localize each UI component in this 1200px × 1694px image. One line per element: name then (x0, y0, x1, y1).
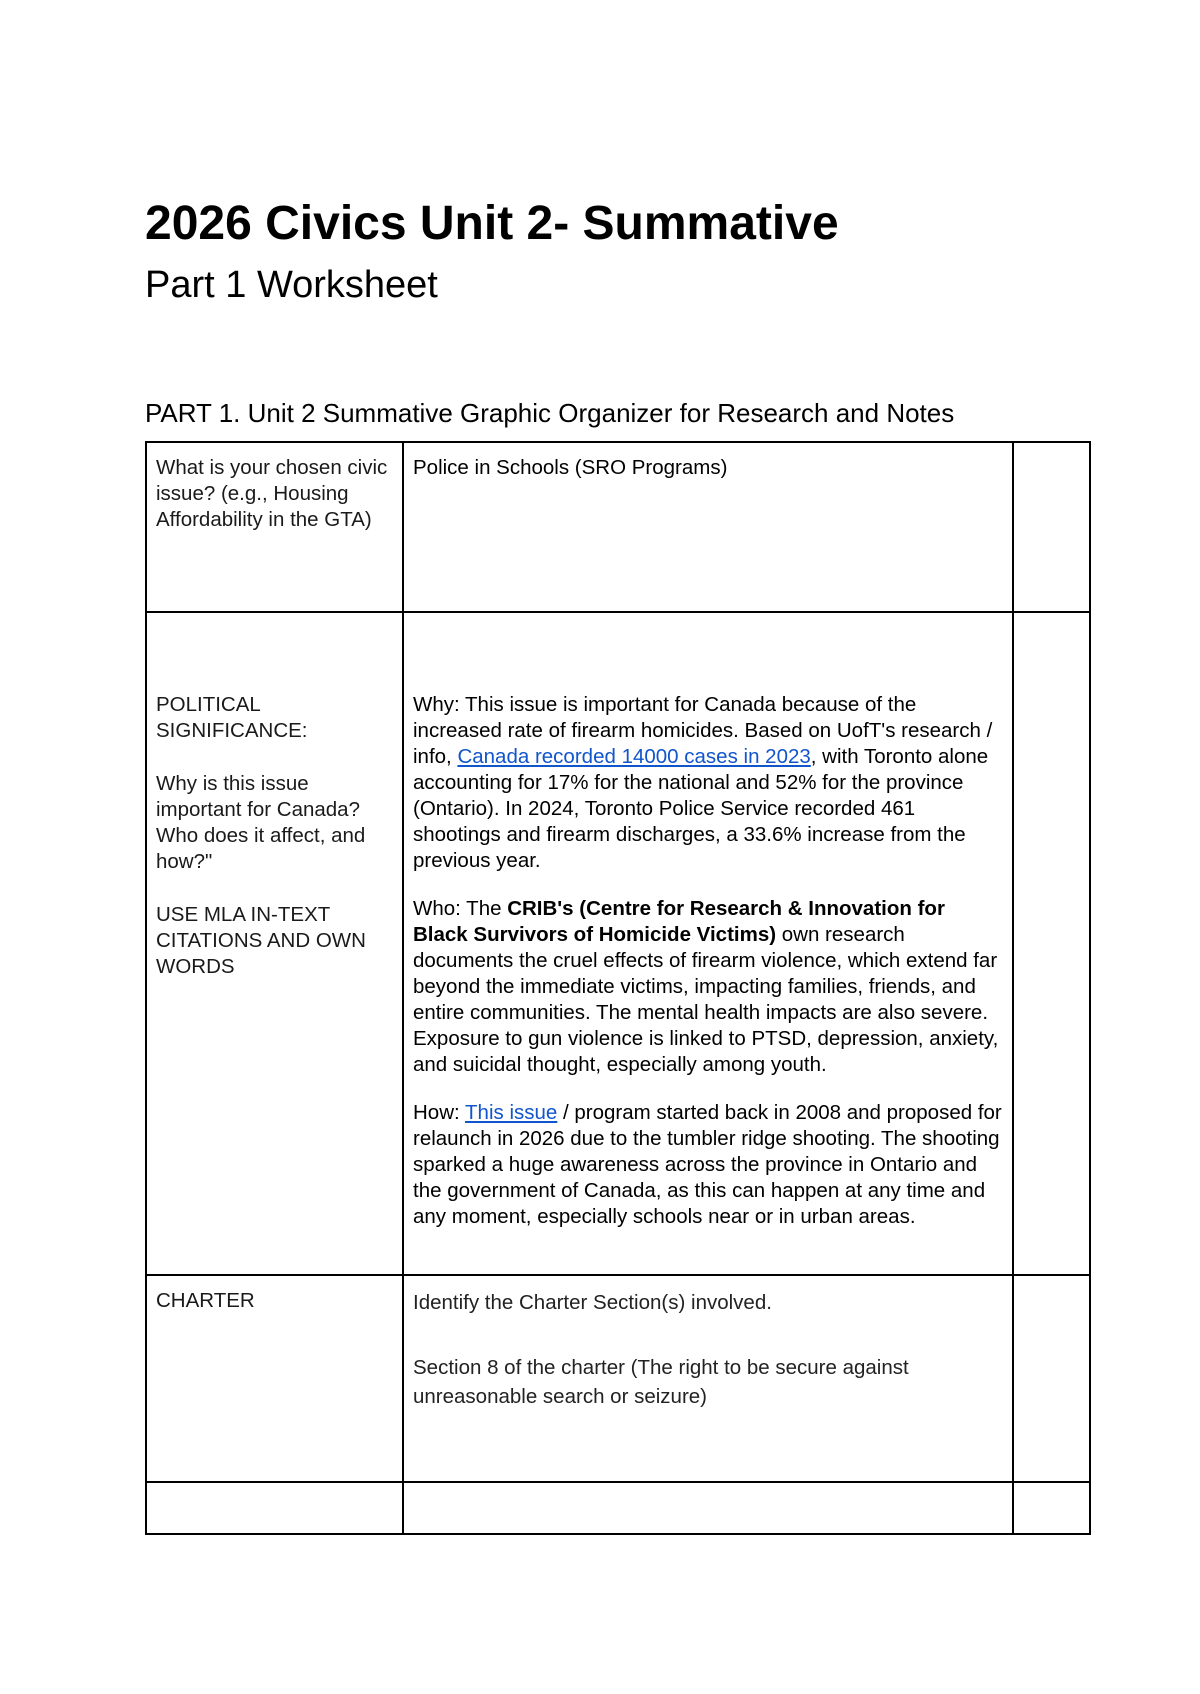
why-paragraph: Why: This issue is important for Canada because of the increased rate of firearm homicides. Based on UofT's research / info, Canada recorded 14000 cases in 2023, with Toronto alone accounting for 17% for the national and 52% for the province (Ontario). In 2024, Toronto Police Service recorded 461 shootings and firearm discharges, a 33.6% increase from the previous year. (413, 693, 993, 872)
this-issue-link[interactable]: This issue (465, 1101, 558, 1124)
cell-issue-content[interactable] (403, 442, 1013, 612)
charter-prompt: Identify the Charter Section(s) involved. (413, 1291, 772, 1314)
cell-political-label[interactable] (146, 612, 403, 1275)
cell-empty-extra[interactable] (1013, 1482, 1090, 1534)
table-row-political-significance (146, 612, 1090, 1275)
table-row-empty (146, 1482, 1090, 1534)
charter-label: CHARTER (156, 1289, 255, 1312)
mla-citation-instruction: USE MLA IN-TEXT CITATIONS AND OWN WORDS (156, 903, 366, 978)
table-row-civic-issue (146, 442, 1090, 612)
table-row-charter (146, 1275, 1090, 1482)
political-significance-heading: POLITICAL SIGNIFICANCE: (156, 693, 308, 742)
issue-question-label: What is your chosen civic issue? (e.g., Housing Affordability in the GTA) (156, 456, 388, 531)
cell-charter-content[interactable] (403, 1275, 1013, 1482)
issue-answer: Police in Schools (SRO Programs) (413, 456, 728, 479)
cell-issue-extra[interactable] (1013, 442, 1090, 612)
cell-empty-label[interactable] (146, 1482, 403, 1534)
document-subtitle: Part 1 Worksheet (145, 264, 438, 306)
cell-charter-label[interactable] (146, 1275, 403, 1482)
cell-charter-extra[interactable] (1013, 1275, 1090, 1482)
crib-organization-name: CRIB's (Centre for Research & Innovation for Black Survivors of Homicide Victims) (413, 897, 945, 946)
political-significance-question: Why is this issue important for Canada? Who does it affect, and how?" (156, 772, 366, 873)
cell-empty-content[interactable] (403, 1482, 1013, 1534)
document-title: 2026 Civics Unit 2- Summative (145, 197, 839, 250)
cell-issue-label[interactable] (146, 442, 403, 612)
part-heading: PART 1. Unit 2 Summative Graphic Organizer for Research and Notes (145, 398, 955, 428)
charter-answer: Section 8 of the charter (The right to be secure against unreasonable search or seizure) (413, 1356, 909, 1408)
canada-cases-link[interactable]: Canada recorded 14000 cases in 2023 (457, 745, 811, 768)
cell-political-content[interactable] (403, 612, 1013, 1275)
cell-political-extra[interactable] (1013, 612, 1090, 1275)
who-paragraph: Who: The CRIB's (Centre for Research & Innovation for Black Survivors of Homicide Victims) own research documents the cruel effects of firearm violence, which extend far beyond the immediate victims, impacting families, friends, and entire communities. The mental health impacts are also severe. Exposure to gun violence is linked to PTSD, depression, anxiety, and suicidal thought, especially among youth. (413, 897, 999, 1076)
how-paragraph: How: This issue / program started back in 2008 and proposed for relaunch in 2026 due to the tumbler ridge shooting. The shooting sparked a huge awareness across the province in Ontario and the government of Canada, as this can happen at any time and any moment, especially schools near or in urban areas. (413, 1101, 1002, 1228)
graphic-organizer-table (145, 441, 1091, 1535)
